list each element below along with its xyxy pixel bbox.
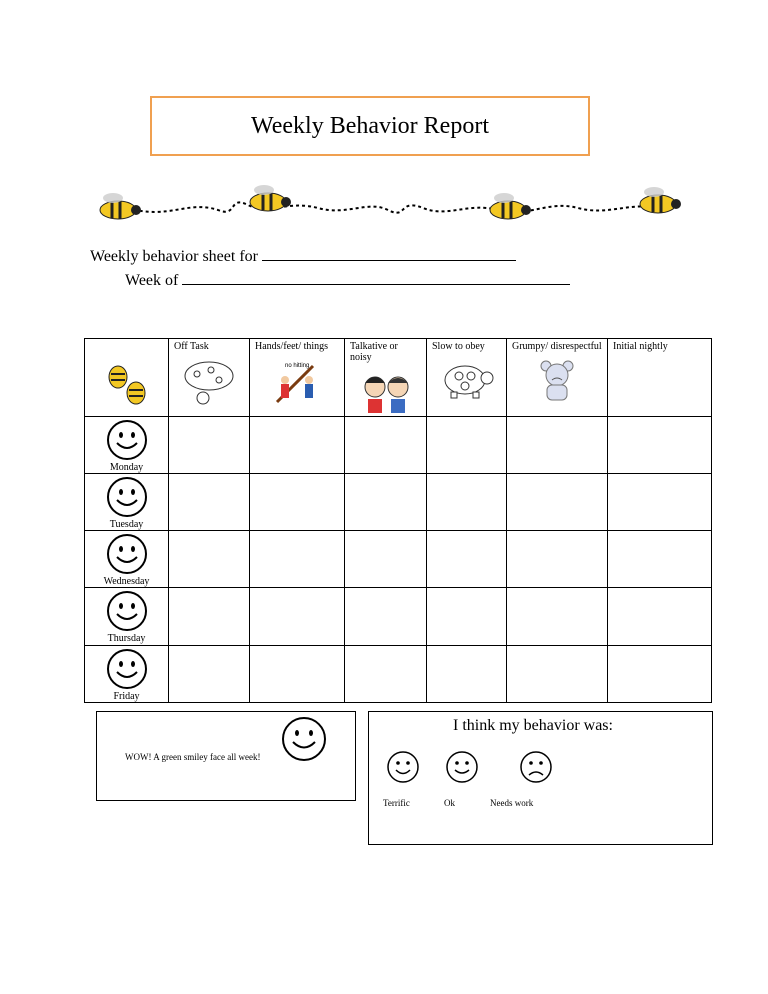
day-cell <box>85 531 169 588</box>
day-row <box>85 646 712 703</box>
week-of-line <box>125 270 570 290</box>
mark-cell[interactable] <box>507 646 608 703</box>
terrific-smiley-icon[interactable] <box>386 750 420 784</box>
column-header <box>250 339 345 417</box>
smiley-icon <box>106 648 148 690</box>
self-assessment-box <box>368 711 713 845</box>
option-label-ok: Ok <box>444 798 455 808</box>
page-title: Weekly Behavior Report <box>251 112 489 139</box>
mark-cell[interactable] <box>608 417 712 474</box>
mark-cell[interactable] <box>169 646 250 703</box>
grumpy-bear-icon <box>532 358 582 404</box>
mark-cell[interactable] <box>345 531 427 588</box>
mark-cell[interactable] <box>345 588 427 646</box>
mark-cell[interactable] <box>345 417 427 474</box>
option-label-terrific: Terrific <box>383 798 410 808</box>
mark-cell[interactable] <box>507 531 608 588</box>
mark-cell[interactable] <box>427 588 507 646</box>
turtle-icon <box>439 358 495 402</box>
bee-icon <box>100 193 141 219</box>
mark-cell[interactable] <box>427 474 507 531</box>
column-label: Grumpy/ disrespectful <box>512 341 602 352</box>
sheet-for-line <box>90 246 516 266</box>
mark-cell[interactable] <box>608 646 712 703</box>
corner-cell <box>85 339 169 417</box>
mark-cell[interactable] <box>169 474 250 531</box>
column-header <box>345 339 427 417</box>
day-label: Thursday <box>107 633 146 644</box>
smiley-icon <box>106 533 148 575</box>
mark-cell[interactable] <box>169 531 250 588</box>
mark-cell[interactable] <box>250 531 345 588</box>
bee-icon <box>490 193 531 219</box>
title-box <box>150 96 590 156</box>
day-label: Tuesday <box>109 519 144 530</box>
mark-cell[interactable] <box>250 588 345 646</box>
option-label-needs-work: Needs work <box>490 798 534 808</box>
header-row <box>85 339 712 417</box>
mark-cell[interactable] <box>345 646 427 703</box>
column-label: Off Task <box>174 341 209 352</box>
day-cell <box>85 474 169 531</box>
mark-cell[interactable] <box>608 474 712 531</box>
smiley-icon <box>106 419 148 461</box>
day-cell <box>85 588 169 646</box>
bee-icon <box>640 187 681 213</box>
day-row <box>85 588 712 646</box>
mark-cell[interactable] <box>608 588 712 646</box>
column-header <box>608 339 712 417</box>
mark-cell[interactable] <box>169 588 250 646</box>
image-caption: no hitting <box>285 363 310 369</box>
self-assessment-prompt: I think my behavior was: <box>453 717 613 734</box>
column-header <box>507 339 608 417</box>
mark-cell[interactable] <box>507 474 608 531</box>
mark-cell[interactable] <box>427 417 507 474</box>
day-label: Wednesday <box>103 576 150 587</box>
ok-smiley-icon[interactable] <box>445 750 479 784</box>
mark-cell[interactable] <box>250 646 345 703</box>
day-row <box>85 531 712 588</box>
sheet-for-field[interactable] <box>262 246 516 261</box>
mark-cell[interactable] <box>608 531 712 588</box>
reward-box <box>96 711 356 801</box>
day-label: Friday <box>113 691 140 702</box>
mark-cell[interactable] <box>345 474 427 531</box>
column-label: Slow to obey <box>432 341 485 352</box>
day-cell <box>85 417 169 474</box>
week-of-label: Week of <box>125 272 179 289</box>
smiley-icon <box>106 590 148 632</box>
day-label: Monday <box>109 462 144 473</box>
daydream-icon <box>181 358 237 408</box>
column-label: Initial nightly <box>613 341 668 352</box>
mark-cell[interactable] <box>427 646 507 703</box>
needs-work-frown-icon[interactable] <box>519 750 553 784</box>
mark-cell[interactable] <box>507 417 608 474</box>
smiley-icon <box>281 716 327 762</box>
mark-cell[interactable] <box>250 417 345 474</box>
smiley-icon <box>106 476 148 518</box>
bee-banner-image <box>88 180 688 230</box>
column-label: Talkative or noisy <box>350 341 398 363</box>
mark-cell[interactable] <box>250 474 345 531</box>
day-row <box>85 417 712 474</box>
mark-cell[interactable] <box>427 531 507 588</box>
column-header <box>427 339 507 417</box>
mark-cell[interactable] <box>169 417 250 474</box>
week-of-field[interactable] <box>182 270 570 285</box>
sheet-for-label: Weekly behavior sheet for <box>90 248 258 265</box>
behavior-table <box>84 338 712 703</box>
day-cell <box>85 646 169 703</box>
talking-kids-icon <box>358 369 414 415</box>
mark-cell[interactable] <box>507 588 608 646</box>
bees-icon <box>102 361 152 409</box>
reward-text: WOW! A green smiley face all week! <box>125 752 261 762</box>
day-row <box>85 474 712 531</box>
column-header <box>169 339 250 417</box>
column-label: Hands/feet/ things <box>255 341 329 352</box>
no-hitting-icon <box>269 358 325 404</box>
